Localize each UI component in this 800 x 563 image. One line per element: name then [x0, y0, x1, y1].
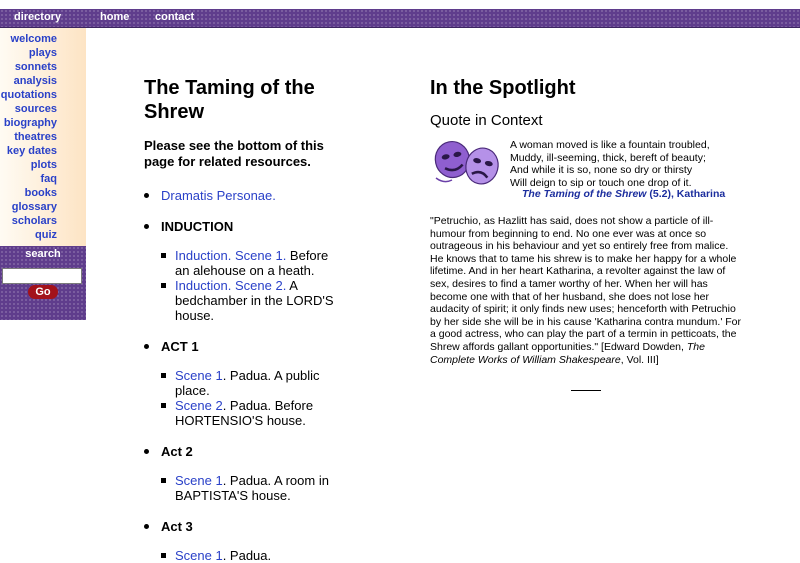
nav-contact[interactable]: contact: [155, 11, 195, 23]
list-item-dramatis: [144, 188, 344, 203]
top-nav-bar: [0, 9, 800, 28]
sidebar-item: [0, 60, 86, 74]
quote-line: A woman moved is like a fountain troubled,: [510, 139, 710, 151]
sidebar-link-glossary[interactable]: glossary: [11, 201, 57, 213]
sidebar-link-welcome[interactable]: welcome: [10, 33, 57, 45]
sidebar-menu: [0, 32, 86, 242]
sidebar-item: [0, 102, 86, 116]
sidebar-link-sources[interactable]: sources: [14, 103, 57, 115]
go-button[interactable]: Go: [28, 285, 58, 299]
sidebar-item: [0, 214, 86, 228]
play-contents: [144, 76, 344, 563]
scene-link[interactable]: Scene 1: [175, 473, 223, 488]
scene-link[interactable]: Scene 1: [175, 548, 223, 563]
sidebar-link-theatres[interactable]: theatres: [14, 131, 57, 143]
sidebar-item: [0, 228, 86, 242]
scene-item: [161, 398, 344, 428]
scene-link[interactable]: Scene 1: [175, 368, 223, 383]
attribution-play-title: The Taming of the Shrew: [522, 188, 647, 200]
scene-list: [161, 548, 344, 563]
quote-line: Muddy, ill-seeming, thick, bereft of beauty;: [510, 151, 706, 164]
scene-link[interactable]: Scene 2: [175, 398, 223, 413]
sidebar-item: [0, 200, 86, 214]
commentary-text: [430, 215, 742, 366]
commentary-end: , Vol. III]: [620, 353, 659, 366]
search-box: [0, 246, 86, 320]
dramatis-personae-link[interactable]: Dramatis Personae.: [161, 188, 276, 203]
scene-description: A bedchamber in the LORD'S house.: [175, 278, 334, 323]
scene-list: [161, 248, 344, 323]
scene-description: . Padua. A public place.: [175, 368, 320, 398]
scene-link[interactable]: Induction. Scene 2.: [175, 278, 287, 293]
scene-link[interactable]: Induction. Scene 1.: [175, 248, 287, 263]
spotlight-column: [430, 76, 748, 366]
list-item-induction: [144, 219, 344, 323]
quote-line: Will deign to sip or touch one drop of it.: [510, 176, 692, 189]
quote-block: [430, 138, 748, 198]
quote-text: [510, 139, 710, 189]
section-divider: [571, 390, 601, 391]
scene-description: . Padua.: [222, 548, 272, 563]
spotlight-title: In the Spotlight: [430, 77, 576, 99]
sidebar-link-analysis[interactable]: analysis: [13, 75, 57, 87]
scene-description: Before an alehouse on a heath.: [175, 248, 329, 278]
search-input[interactable]: [2, 268, 82, 284]
sidebar: [0, 28, 86, 246]
list-item-act: [144, 519, 344, 563]
scene-item: [161, 278, 344, 323]
intro-text: Please see the bottom of this page for related resources.: [144, 138, 324, 169]
scene-item: [161, 368, 344, 398]
act-heading: Act 2: [161, 444, 193, 459]
scene-item: [161, 248, 344, 278]
sidebar-item: [0, 46, 86, 60]
acts-list: [144, 339, 344, 563]
sidebar-item: [0, 130, 86, 144]
scene-description: . Padua. A room in BAPTISTA'S house.: [175, 473, 329, 503]
act-heading: ACT 1: [161, 339, 199, 354]
attribution-source: (5.2), Katharina: [646, 188, 726, 200]
sidebar-item: [0, 172, 86, 186]
sidebar-item: [0, 158, 86, 172]
sidebar-link-plots[interactable]: plots: [30, 159, 57, 171]
scene-description: . Padua. Before HORTENSIO'S house.: [175, 398, 314, 428]
list-item-act: [144, 444, 344, 503]
nav-home[interactable]: home: [100, 11, 130, 23]
sidebar-item: [0, 74, 86, 88]
sidebar-link-key-dates[interactable]: key dates: [6, 145, 57, 157]
commentary-body: "Petruchio, as Hazlitt has said, does not show a particle of ill-humour from beginning to end. No one ever was at once so outrageous in his behaviour and yet so entirely free from malice. He knows that to tame his shrew is to make her happy for a whole lifetime. And in her heart Katharina, a revolter against the law of sex, desires to find a tamer worthy of her. When her will has become one with that of her husband, she does not lose her audacity of spirit; it only finds new uses; henceforth with Petruchio by her side she will be in his cause 'Katharina contra mundum.' For a good actress, who can play the part of a termin in petticoats, the Shrew affords gallant opportunities." [Edward Dowden,: [430, 215, 741, 353]
sidebar-link-quiz[interactable]: quiz: [35, 229, 57, 241]
sidebar-link-quotations[interactable]: quotations: [0, 89, 57, 101]
sidebar-link-sonnets[interactable]: sonnets: [14, 61, 57, 73]
sidebar-link-biography[interactable]: biography: [3, 117, 57, 129]
sidebar-item: [0, 88, 86, 102]
quote-attribution: [522, 188, 725, 201]
sidebar-link-faq[interactable]: faq: [40, 173, 57, 185]
sidebar-link-plays[interactable]: plays: [28, 47, 57, 59]
sidebar-item: [0, 116, 86, 130]
list-item-act: [144, 339, 344, 428]
theatre-masks-icon: [430, 138, 506, 190]
scene-list: [161, 368, 344, 428]
quote-line: And while it is so, none so dry or thirsty: [510, 164, 693, 177]
nav-directory[interactable]: directory: [14, 11, 62, 23]
page-title: The Taming of the Shrew: [144, 77, 315, 123]
table-of-contents: [144, 188, 344, 323]
scene-item: [161, 473, 344, 503]
sidebar-link-books[interactable]: books: [24, 187, 57, 199]
scene-list: [161, 473, 344, 503]
sidebar-item: [0, 186, 86, 200]
act-heading: Act 3: [161, 519, 193, 534]
act-heading: INDUCTION: [161, 219, 234, 234]
sidebar-item: [0, 32, 86, 46]
sidebar-item: [0, 144, 86, 158]
search-label: search: [25, 248, 61, 260]
quote-in-context-heading: Quote in Context: [430, 112, 543, 129]
scene-item: [161, 548, 344, 563]
sidebar-link-scholars[interactable]: scholars: [11, 215, 57, 227]
commentary-book-title: The Complete Works of William Shakespeare: [430, 340, 705, 366]
